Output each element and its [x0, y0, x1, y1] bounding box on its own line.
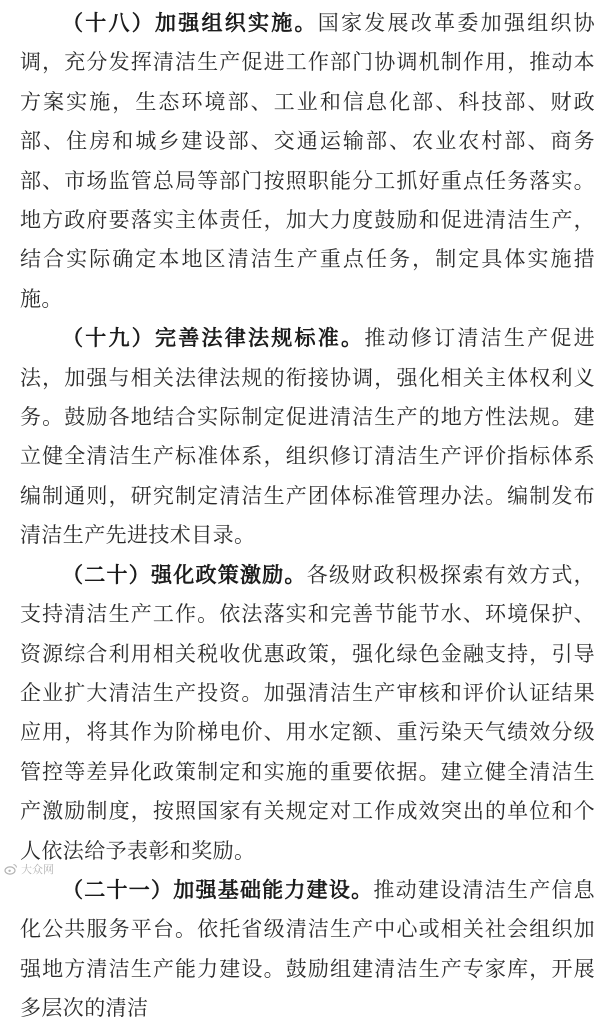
section-20 — [20, 556, 595, 871]
section-21 — [20, 871, 595, 1029]
section-text: 推动建设清洁生产信息化公共服务平台。依托省级清洁生产中心或相关社会组织加强地方清洁生产能力建设。鼓励组建清洁生产专家库，开展多层次的清洁 — [20, 877, 595, 1021]
section-19 — [20, 319, 595, 555]
section-text: 推动修订清洁生产促进法，加强与相关法律法规的衔接协调，强化相关主体权利义务。鼓励各地结合实际制定促进清洁生产的地方性法规。建立健全清洁生产标准体系，组织修订清洁生产评价指标体系编制通则，研究制定清洁生产团体标准管理办法。编制发布清洁生产先进技术目录。 — [20, 326, 596, 548]
section-text: 国家发展改革委加强组织协调，充分发挥清洁生产促进工作部门协调机制作用，推动本方案实施，生态环境部、工业和信息化部、科技部、财政部、住房和城乡建设部、交通运输部、农业农村部、商务部、市场监管总局等部门按照职能分工抓好重点任务落实。地方政府要落实主体责任，加大力度鼓励和促进清洁生产，结合实际确定本地区清洁生产重点任务，制定具体实施措施。 — [20, 11, 595, 311]
section-heading: （十九）完善法律法规标准。 — [62, 326, 365, 351]
section-heading: （十八）加强组织实施。 — [62, 11, 318, 35]
watermark — [4, 861, 54, 877]
section-heading: （二十一）加强基础能力建设。 — [62, 877, 374, 902]
section-18 — [20, 4, 595, 319]
section-text: 各级财政积极探索有效方式，支持清洁生产工作。依法落实和完善节能节水、环境保护、资源综合利用相关税收优惠政策，强化绿色金融支持，引导企业扩大清洁生产投资。加强清洁生产审核和评价认证结果应用，将其作为阶梯电价、用水定额、重污染天气绩效分级管控等差异化政策制定和实施的重要依据。建立健全清洁生产激励制度，按照国家有关规定对工作成效突出的单位和个人依法给予表彰和奖励。 — [20, 562, 596, 863]
document-body — [20, 4, 595, 1029]
watermark-text: 大众网 — [21, 863, 54, 876]
section-heading: （二十）强化政策激励。 — [62, 562, 307, 587]
weibo-icon — [4, 862, 18, 876]
